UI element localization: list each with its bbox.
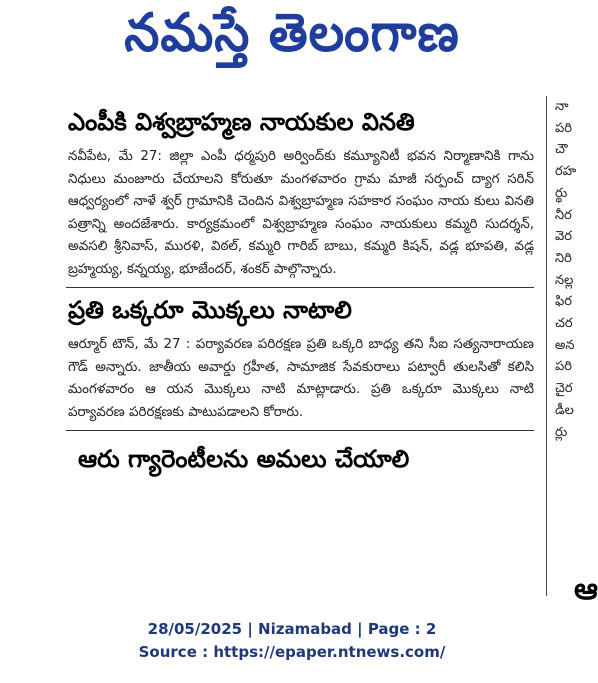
newspaper-title: నమస్తే తెలంగాణ [124,1,460,63]
article-2-body: ఆర్మూర్ టౌన్, మే 27 : పర్యావరణ పరిరక్షణ ప్రతి ఒక్కరి బాధ్య తని సీఐ సత్యనారాయణ గౌడ్ అన్నారు. జాతీయ అవార్డు గ్రహీత, సామాజిక సేవకురాలు పట్వారీ తులసితో కలిసి మంగళవారం ఆ యన మొక్కలు నాటి మాట్లాడారు. ప్రతి ఒక్కరూ మొక్కలు నాటి పర్యావరణ పరిరక్షణకు పాటుపడాలని కోరారు. [68,337,534,420]
side-line: చర [555,316,573,332]
side-line: డీల [555,402,574,418]
article-1-headline: ఎంపీకి విశ్వబ్రాహ్మణ నాయకుల వినతి [68,108,415,136]
side-line: పరి [555,120,572,136]
side-line: ర్థు [555,185,568,201]
divider [66,430,534,431]
side-line: ర్లు [555,424,568,440]
side-line: నల్ల [555,272,574,288]
side-line: వెర [555,229,572,245]
adjacent-column-fragment [546,96,585,596]
source-url[interactable]: Source : https://epaper.ntnews.com/ [138,643,446,661]
date-edition-line: 28/05/2025 | Nizamabad | Page : 2 [147,620,437,638]
side-line: నీర [555,207,572,223]
masthead [0,0,584,78]
side-line: చౌ [555,142,568,158]
article-3-headline: ఆరు గ్యారెంటీలను అమలు చేయాలి [78,445,410,473]
side-line: రహ [555,164,577,180]
article-1-body: నవీపేట, మే 27: జిల్లా ఎంపీ ధర్మపురి అర్వింద్‌కు కమ్యూనిటీ భవన నిర్మాణానికి గాను నిధులు మంజూరు చేయాలని కోరుతూ మంగళవారం గ్రామ మాజీ సర్పంచ్ ద్యాగ సరిన్ ఆధ్వర్యంలో నాళే శ్వర్ గ్రామానికి చెందిన విశ్వబ్రాహ్మణ సహకార సంఘం నాయ కులు వినతి పత్రాన్ని అందజేశారు. కార్యక్రమంలో విశ్వబ్రాహ్మణ సంఘం నాయకులు కమ్మరి సుదర్శన్, అవసలి శ్రీనివాస్, మురళి, విఠల్, కమ్మరి గారిబ్ బాబు, కమ్మరి కిషన్, వడ్ల భూపతి, వడ్ల బ్రహ్మయ్య, కన్నయ్య, భూజేందర్, శంకర్ పాల్గొన్నారు. [68,149,534,277]
article-column [66,96,534,477]
divider [66,287,534,288]
side-line: నా [555,99,569,114]
source-footer [0,618,584,664]
side-headline-glyph: ఆ [574,572,598,607]
side-line: ఫిర [555,294,572,310]
article-2-headline: ప్రతి ఒక్కరూ మొక్కలు నాటాలి [68,296,352,324]
side-line: పరి [555,359,572,375]
side-line: నిరి [555,250,572,266]
side-line: అన [555,337,575,353]
side-line: చైర [555,381,573,397]
